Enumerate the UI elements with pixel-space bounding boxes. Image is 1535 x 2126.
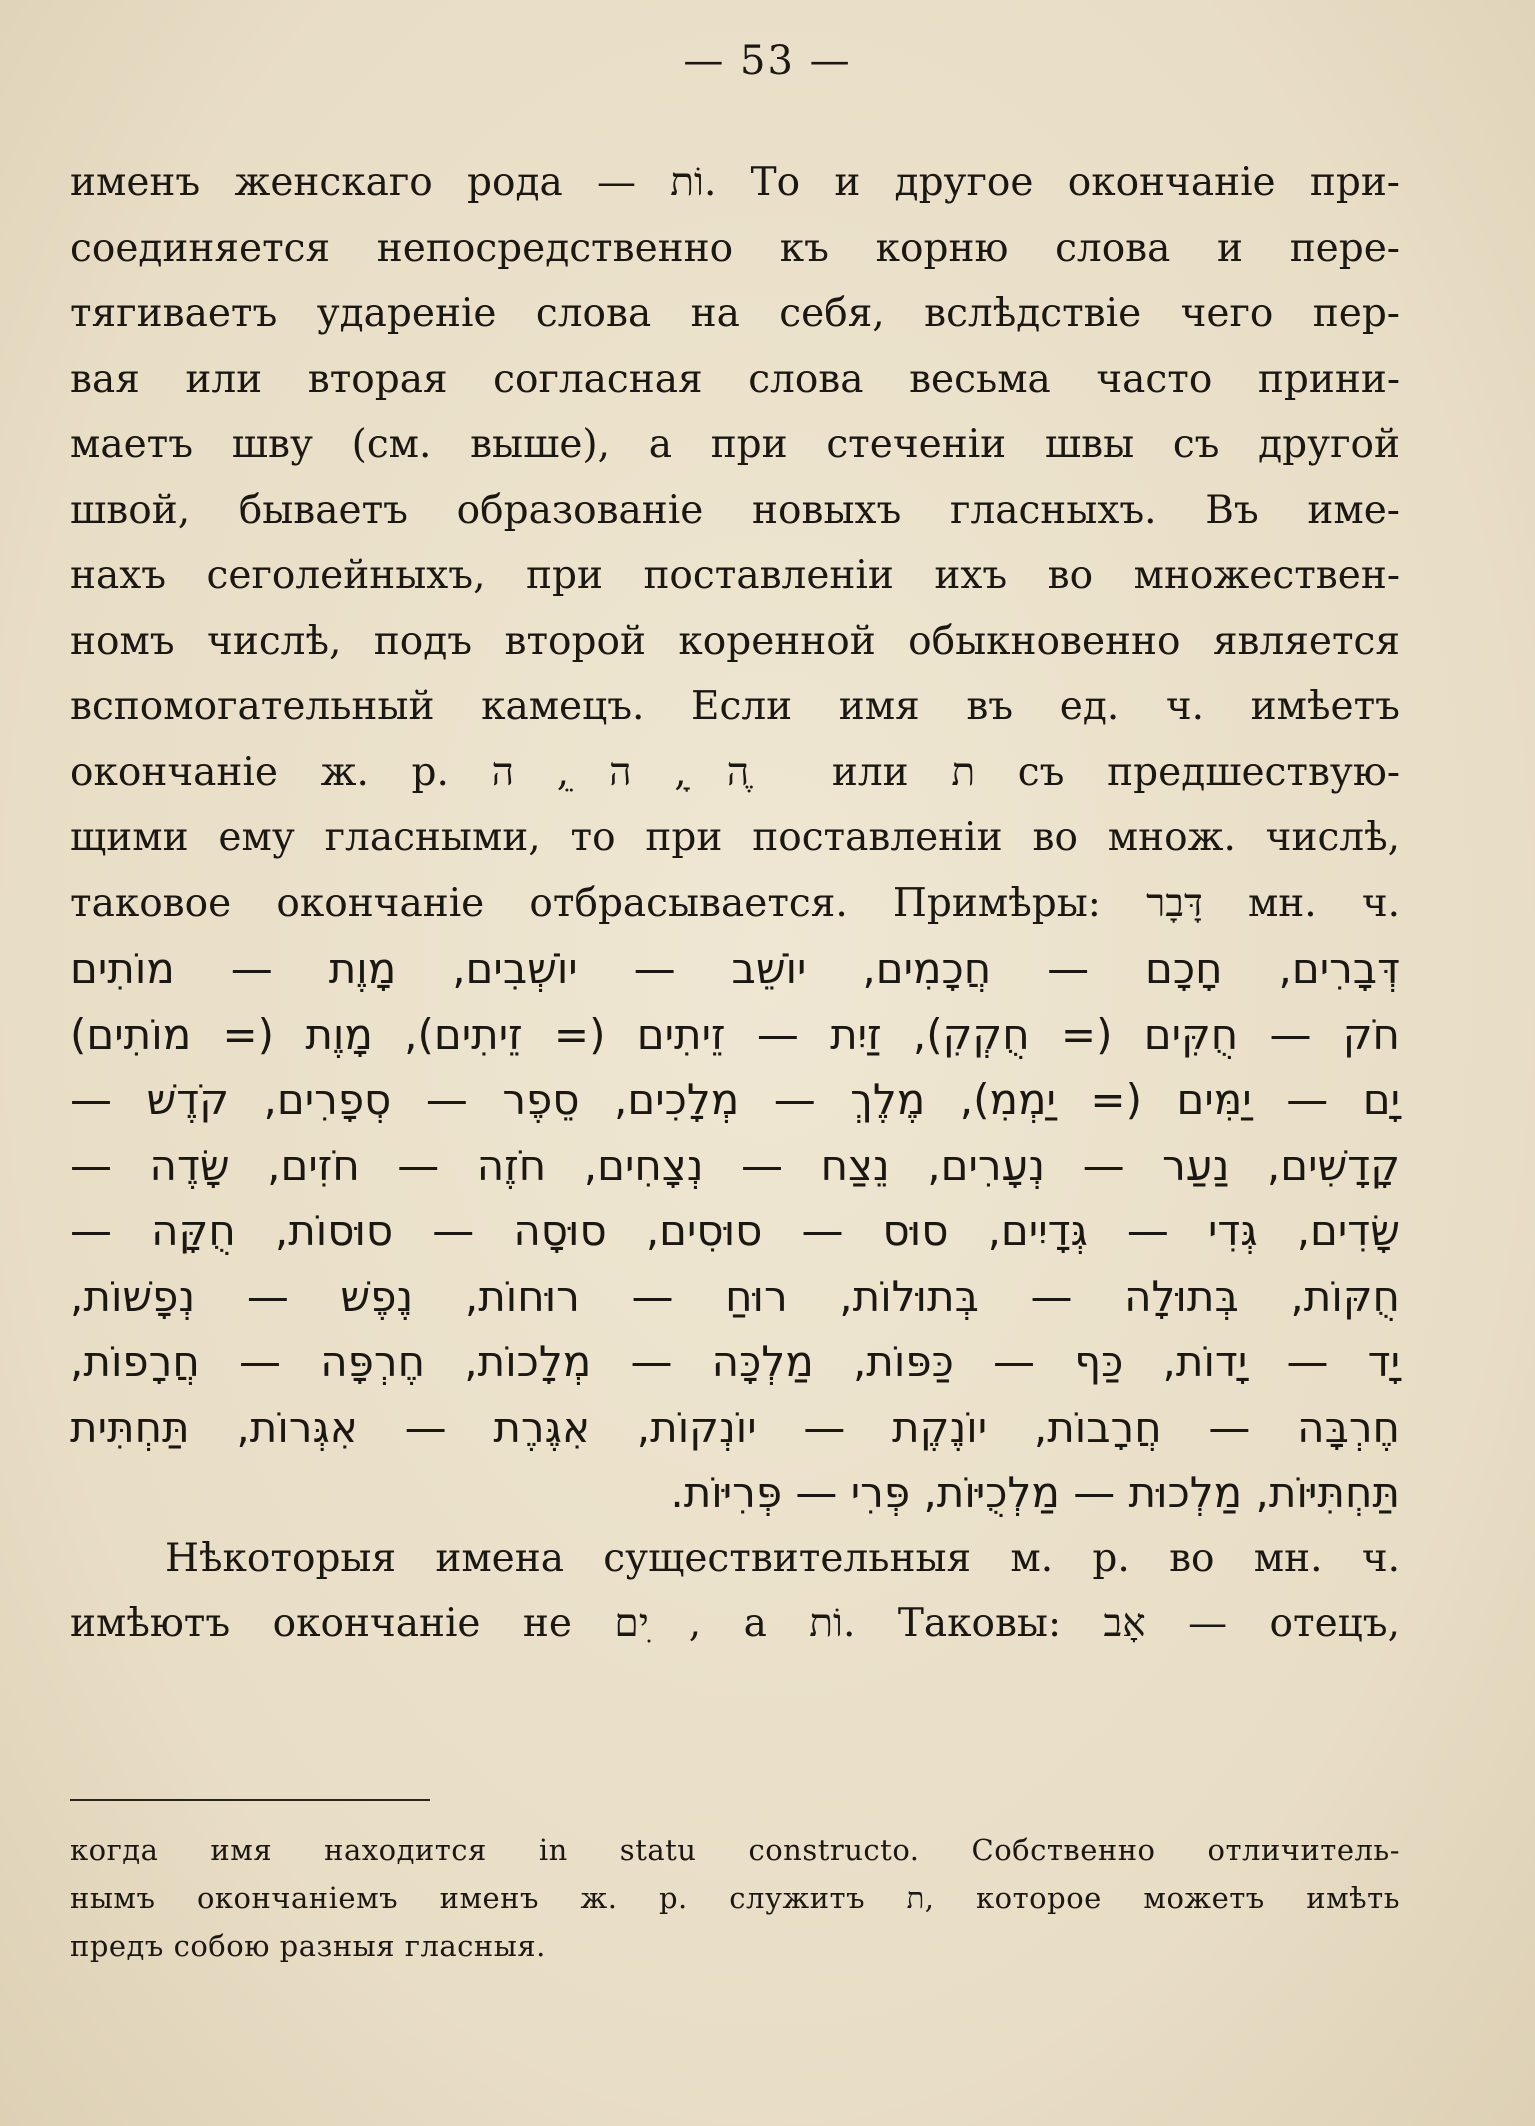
footnote <box>70 1826 1400 1970</box>
hebrew-example-line: יָם — יַמִּים (= יַמְמִ), מֶלֶךְ — מְלָכִים, סֵפֶר — סְפָרִים, קֹדֶשׁ — <box>70 1075 1400 1124</box>
footnote-line: когда имя находится in statu constructo. Собственно отличитель- <box>70 1833 1400 1867</box>
hebrew-example-line: חֹק — חֻקִּים (= חֻקְקִ), זַיִת — זֵיתִים (= זֵיתִים), מָוֶת (= מוֹתִים) <box>70 1009 1400 1059</box>
text-line: щими ему гласными, то при поставленіи во множ. числѣ, <box>70 815 1400 860</box>
page-number: — 53 — <box>683 38 852 84</box>
hebrew-example-line: חֻקּוֹת, בְּתוּלָה — בְּתוּלוֹת, רוּחַ — רוּחוֹת, נֶפֶשׁ — נְפָשׁוֹת, <box>70 1271 1400 1321</box>
text-line: соединяется непосредственно къ корню слова и пере- <box>70 225 1400 271</box>
hebrew-example-line: שָׂדִים, גְּדִי — גְּדָיִים, סוּס — סוּסִים, סוּסָה — סוּסוֹת, חֻקָּה — <box>70 1206 1400 1255</box>
text-line: вая или вторая согласная слова весьма часто прини- <box>70 356 1400 402</box>
footnote-rule <box>70 1799 430 1801</box>
footnote-line: предъ собою разныя гласныя. <box>70 1929 546 1963</box>
footnote-line: нымъ окончаніемъ именъ ж. р. служитъ ת, которое можетъ имѣть <box>70 1881 1400 1915</box>
text-line: номъ числѣ, подъ второй коренной обыкновенно является <box>70 618 1400 664</box>
hebrew-example-line: תַּחְתִּיּוֹת, מַלְכוּת — מַלְכֻיּוֹת, פְּרִי — פְּרִיּוֹת. <box>670 1468 1400 1517</box>
main-text <box>70 150 1400 1657</box>
hebrew-example-line: קָדָשִׁים, נַעַר — נְעָרִים, נֵצַח — נְצָחִים, חֹזֶה — חֹזִים, שָׂדֶה — <box>70 1140 1400 1190</box>
text-line: таковое окончаніе отбрасывается. Примѣры: דָּבָר мн. ч. <box>70 880 1401 926</box>
hebrew-example-line: יָד — יָדוֹת, כַּף — כַּפּוֹת, מַלְכָּה — מְלָכוֹת, חֶרְפָּה — חֲרָפוֹת, <box>70 1337 1400 1386</box>
text-line: швой, бываетъ образованіе новыхъ гласныхъ. Въ име- <box>70 487 1400 533</box>
text-line: окончаніе ж. р. ה ָ, ה ֵ, ה ֶ или ת съ предшествую- <box>70 749 1400 795</box>
text-line: нахъ сеголейныхъ, при поставленіи ихъ во множествен- <box>70 553 1400 598</box>
text-line: тягиваетъ удареніе слова на себя, вслѣдствіе чего пер- <box>70 291 1400 336</box>
text-line: маетъ шву (см. выше), а при стеченіи швы съ другой <box>70 422 1400 467</box>
paragraph-line: имѣютъ окончаніе не ים ִ, а וֹת. Таковы: אָב — отецъ, <box>70 1601 1400 1646</box>
text-line: именъ женскаго рода — וֹת. То и другое окончаніе при- <box>70 160 1400 205</box>
text-line: вспомогательный камецъ. Если имя въ ед. ч. имѣетъ <box>70 684 1400 729</box>
hebrew-example-line: חֶרְבָּה — חֲרָבוֹת, יוֹנֶקֶת — יוֹנְקוֹת, אִגֶּרֶת — אִגְּרוֹת, תַּחְתִּית <box>70 1402 1400 1452</box>
hebrew-example-line: דְּבָרִים, חָכָם — חֲכָמִים, יוֹשֵׁב — יוֹשְׁבִים, מָוֶת — מוֹתִים <box>70 944 1400 993</box>
paragraph-line: Нѣкоторыя имена существительныя м. р. во мн. ч. <box>165 1535 1400 1581</box>
